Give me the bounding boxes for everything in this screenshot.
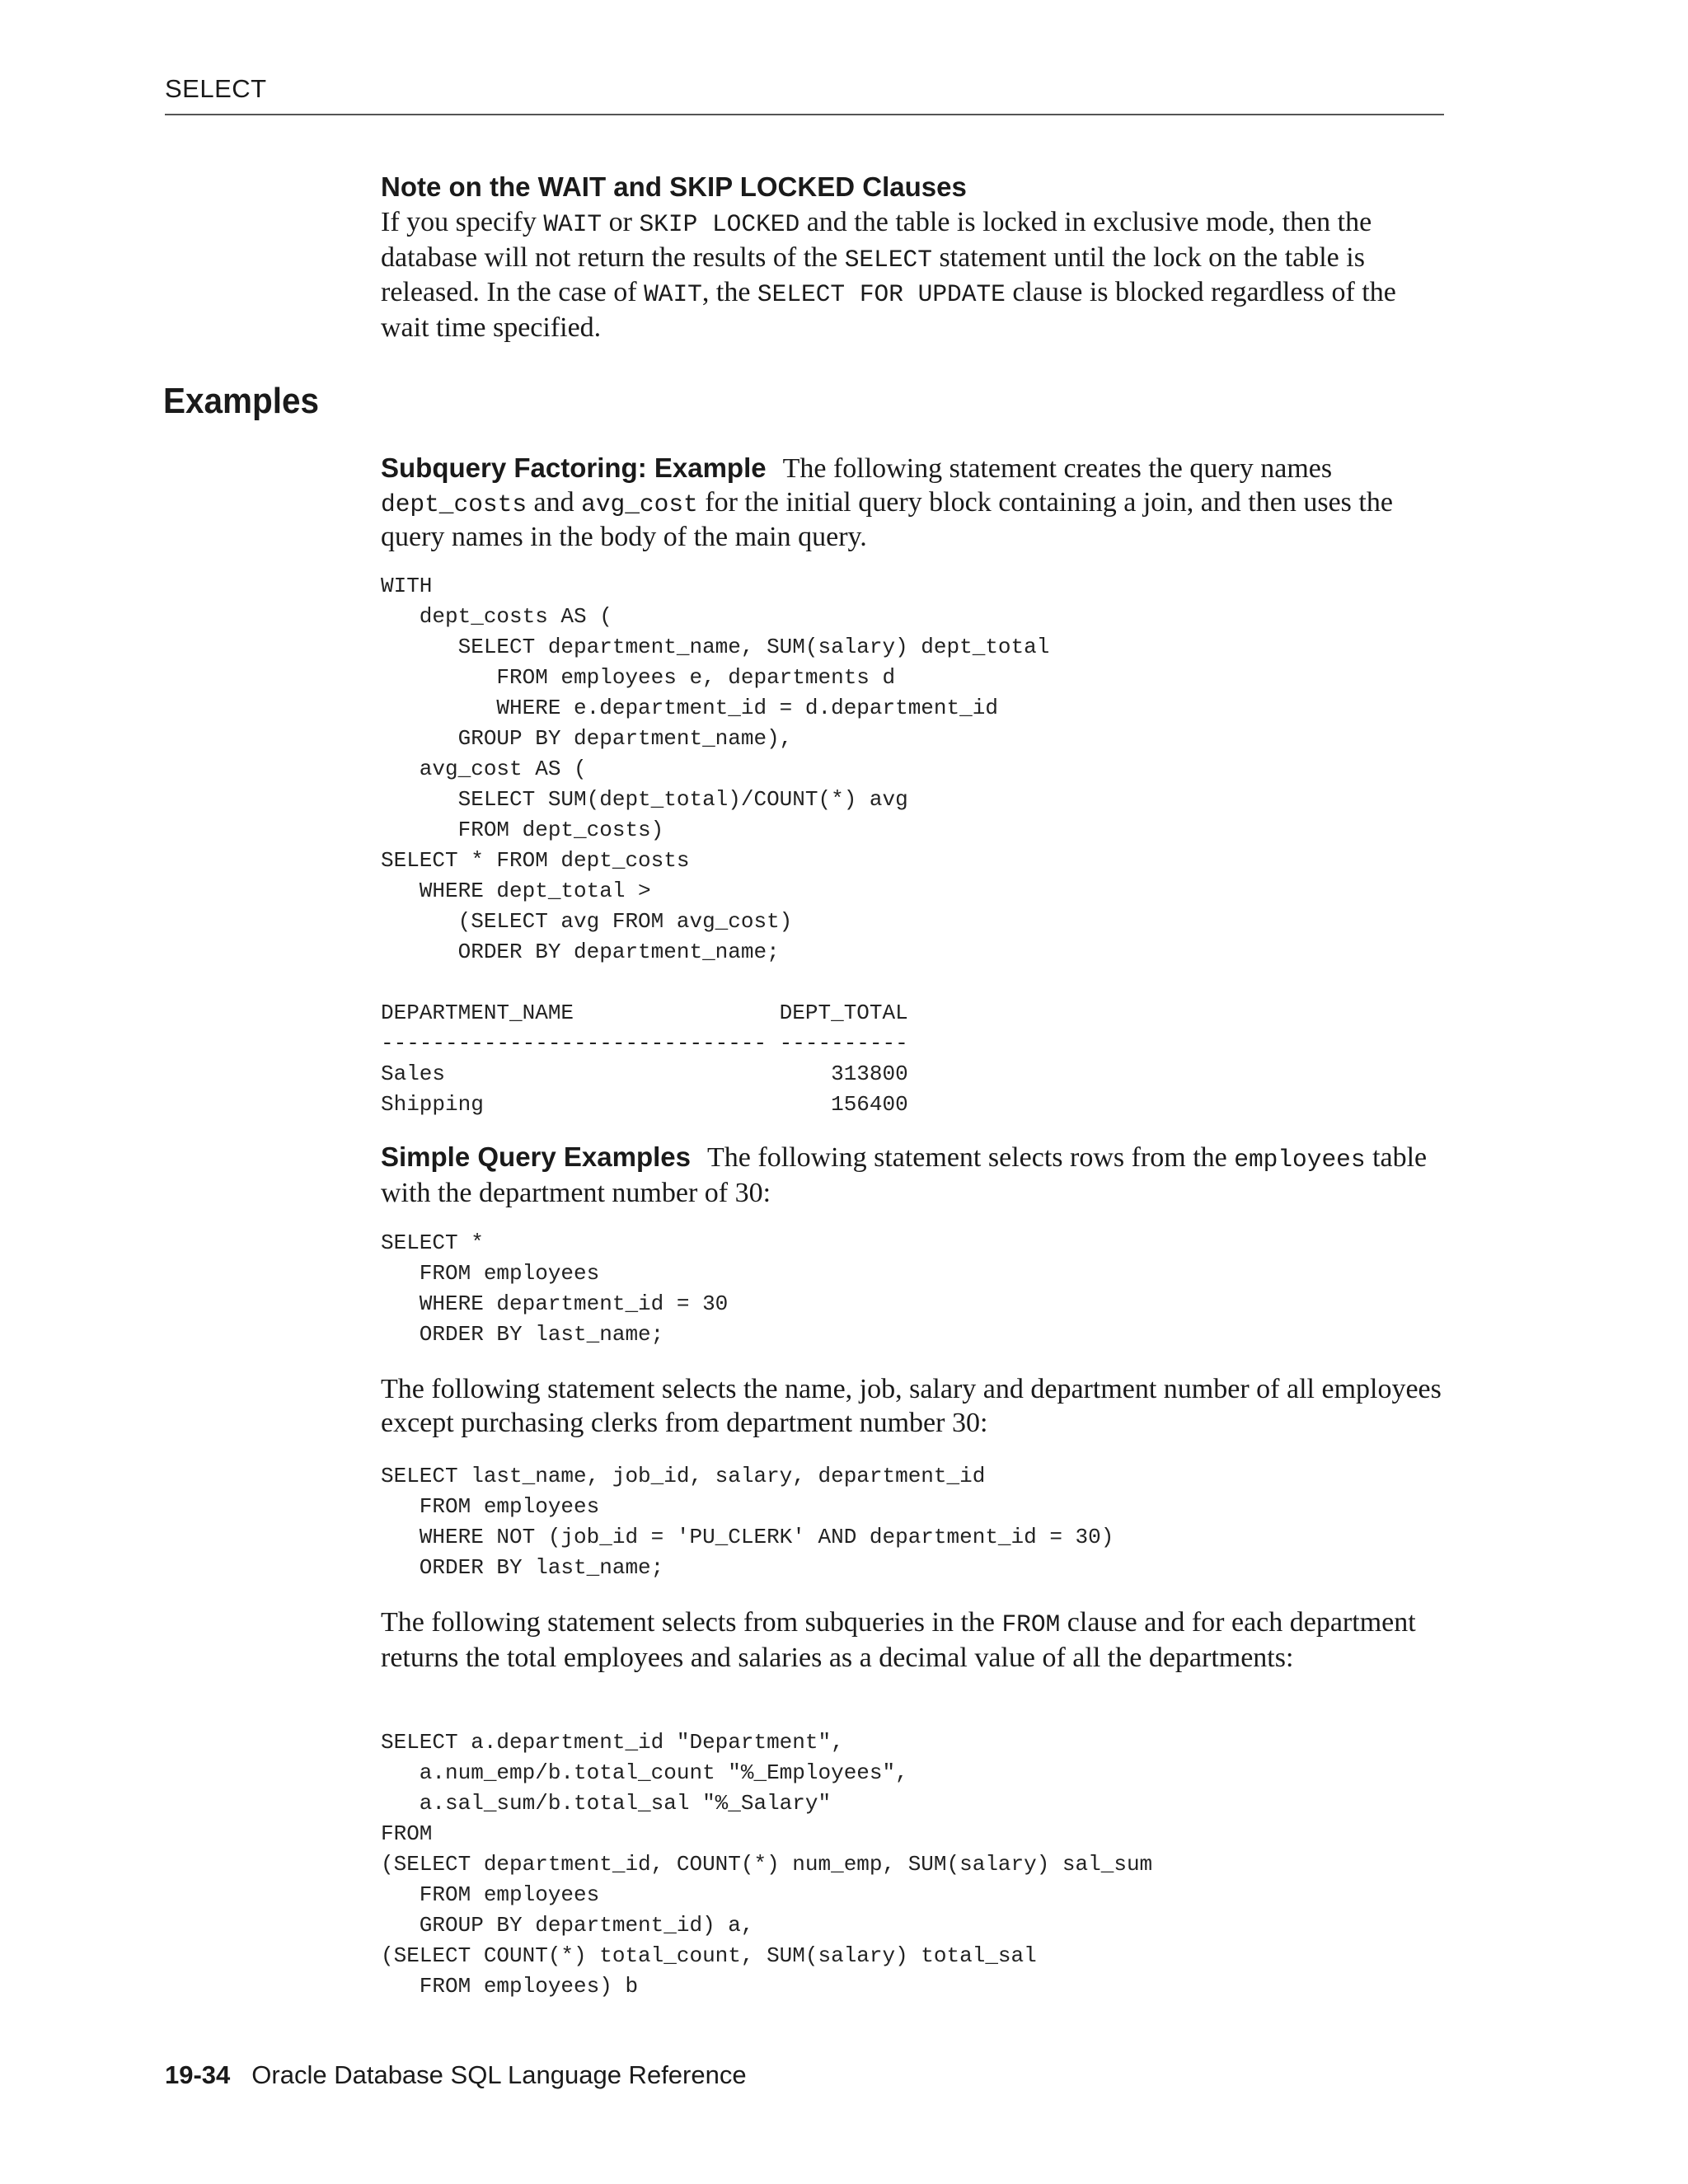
para-text: for the initial query block containing a join, and then uses the query names in the body of the main query.: [381, 486, 1393, 552]
subquery-example-paragraph: [381, 452, 1444, 555]
code-block-simple-3: SELECT a.department_id "Department", a.num_emp/b.total_count "%_Employees", a.sal_sum/b.total_sal "%_Salary" FROM (SELECT department_id, COUNT(*) num_emp, SUM(salary) sal_sum FROM employees GROUP BY department_id) a, (SELECT COUNT(*) total_count, SUM(salary) total_sal FROM employees) b: [381, 1730, 1153, 1999]
page-number: 19-34: [165, 2060, 231, 2089]
simple-query-paragraph-2: [381, 1373, 1444, 1440]
simple-query-heading: Simple Query Examples: [381, 1141, 692, 1172]
note-text: If you specify: [381, 207, 544, 237]
inline-code: employees: [1234, 1146, 1366, 1174]
note-text: or: [602, 207, 640, 237]
inline-code: avg_cost: [581, 490, 698, 518]
inline-code: FROM: [1001, 1610, 1061, 1638]
inline-code: WAIT: [543, 210, 603, 238]
para-text: The following statement selects from subqueries in the: [381, 1607, 1002, 1638]
simple-query-paragraph: [381, 1141, 1444, 1210]
note-text: , the: [701, 277, 757, 307]
inline-code: SKIP LOCKED: [639, 210, 800, 238]
header-rule: [165, 114, 1444, 115]
para-text: table with the department number of 30:: [381, 1142, 1428, 1208]
inline-code: dept_costs: [381, 490, 528, 518]
note-text: clause is blocked regardless of the wait time specified.: [381, 277, 1396, 343]
note-paragraph: [381, 206, 1444, 344]
code-block-subquery: WITH dept_costs AS ( SELECT department_name, SUM(salary) dept_total FROM employees e, departments d WHERE e.department_id = d.department_id GROUP BY department_name), avg_cost AS ( SELECT SUM(dept_total)/COUNT(*) avg FROM dept_costs) SELECT * FROM dept_costs WHERE dept_total > (SELECT avg FROM avg_cost) ORDER BY department_name; DEPARTMENT_NAME DEPT_TOTAL ------------------------------ ---------- Sales 313800 Shipping 156400: [381, 574, 1050, 1117]
inline-code: SELECT: [844, 245, 932, 274]
note-text: statement until the lock on the table is released. In the case of: [381, 241, 1365, 307]
code-block-simple-1: SELECT * FROM employees WHERE department_id = 30 ORDER BY last_name;: [381, 1230, 729, 1347]
para-text: clause and for each department returns the total employees and salaries as a decimal value of all the departments:: [381, 1607, 1416, 1673]
code-block-simple-2: SELECT last_name, job_id, salary, department_id FROM employees WHERE NOT (job_id = 'PU_CLERK' AND department_id = 30) ORDER BY last_name;: [381, 1464, 1114, 1580]
inline-code: SELECT FOR UPDATE: [757, 280, 1006, 308]
simple-query-paragraph-3: [381, 1606, 1444, 1675]
note-block: [381, 171, 1444, 344]
section-title: Examples: [163, 381, 320, 421]
para-text: The following statement selects the name, job, salary and department number of all employees except purchasing clerks from department number 30:: [381, 1374, 1442, 1438]
book-title: Oracle Database SQL Language Reference: [251, 2060, 747, 2089]
para-text: The following statement selects rows from the: [707, 1142, 1235, 1173]
subquery-example-heading: Subquery Factoring: Example: [381, 452, 767, 483]
para-text: The following statement creates the query names: [782, 453, 1333, 484]
note-heading: Note on the WAIT and SKIP LOCKED Clauses: [381, 171, 967, 202]
para-text: and: [527, 486, 582, 518]
inline-code: WAIT: [644, 280, 702, 308]
page-footer: [165, 2060, 747, 2090]
note-text: and the table is locked in exclusive mode, then the database will not return the results of the: [381, 207, 1372, 273]
running-head: SELECT: [165, 74, 267, 103]
